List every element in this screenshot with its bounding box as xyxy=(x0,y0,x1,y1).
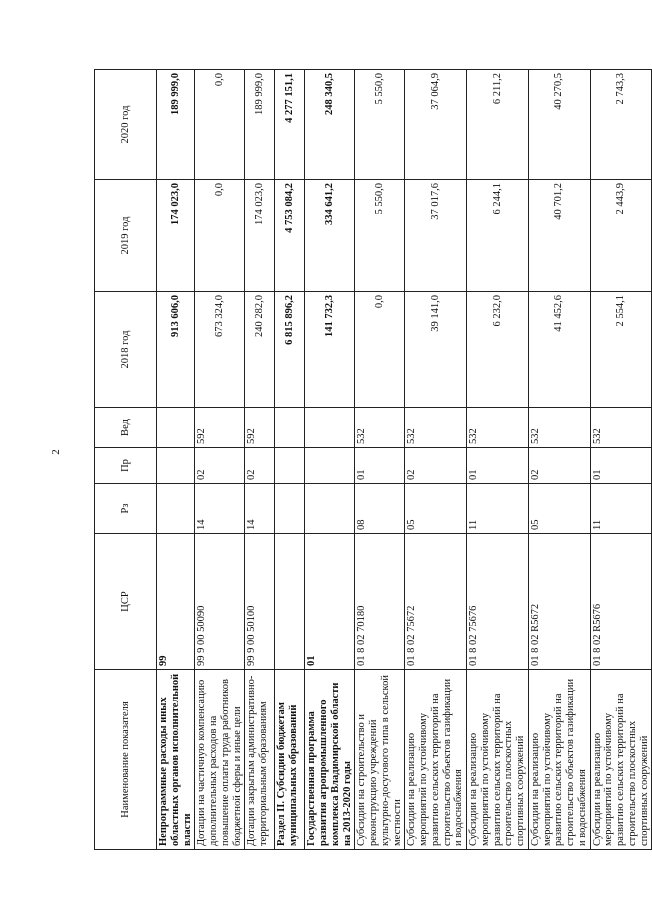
cell-2020: 6 211,2 xyxy=(467,70,529,180)
table-row xyxy=(275,70,305,850)
cell-rz: 05 xyxy=(405,484,467,534)
cell-rz: 05 xyxy=(528,484,590,534)
cell-csr: 99 xyxy=(157,534,195,670)
cell-pr xyxy=(157,448,195,484)
cell-name: Субсидии на реализацию мероприятий по устойчивому развитию сельских территорий на строительство плоскостных спортивных сооружений xyxy=(467,670,529,850)
cell-ved xyxy=(275,408,305,448)
header-2020: 2020 год xyxy=(95,70,157,180)
cell-name: Субсидии на реализацию мероприятий по устойчивому развитию сельских территорий на строительство объектов газификации и водоснабжения xyxy=(528,670,590,850)
header-pr: Пр xyxy=(95,448,157,484)
cell-rz: 14 xyxy=(195,484,245,534)
cell-pr: 01 xyxy=(467,448,529,484)
cell-csr: 01 8 02 70180 xyxy=(355,534,405,670)
cell-pr: 02 xyxy=(245,448,275,484)
cell-name: Дотации на частичную компенсацию дополнительных расходов на повышение оплаты труда работников бюджетной сферы и иные цели xyxy=(195,670,245,850)
cell-2019: 37 017,6 xyxy=(405,180,467,292)
table-row xyxy=(590,70,652,850)
cell-2020: 248 340,5 xyxy=(305,70,355,180)
cell-2018: 673 324,0 xyxy=(195,292,245,408)
cell-2018: 2 554,1 xyxy=(590,292,652,408)
cell-2019: 174 023,0 xyxy=(157,180,195,292)
cell-csr: 01 8 02 75672 xyxy=(405,534,467,670)
cell-pr xyxy=(275,448,305,484)
cell-2020: 189 999,0 xyxy=(245,70,275,180)
cell-name: Непрограммные расходы иных областных органов исполнительной власти xyxy=(157,670,195,850)
cell-ved: 532 xyxy=(355,408,405,448)
cell-ved xyxy=(157,408,195,448)
cell-csr: 01 8 02 R5676 xyxy=(590,534,652,670)
table-row xyxy=(195,70,245,850)
cell-2020: 189 999,0 xyxy=(157,70,195,180)
cell-rz xyxy=(157,484,195,534)
cell-2018: 141 732,3 xyxy=(305,292,355,408)
cell-pr xyxy=(305,448,355,484)
cell-csr: 01 8 02 75676 xyxy=(467,534,529,670)
cell-2018: 0,0 xyxy=(355,292,405,408)
cell-2019: 4 753 084,2 xyxy=(275,180,305,292)
cell-ved: 592 xyxy=(245,408,275,448)
cell-2019: 2 443,9 xyxy=(590,180,652,292)
cell-csr: 99 9 00 50100 xyxy=(245,534,275,670)
cell-2018: 41 452,6 xyxy=(528,292,590,408)
cell-rz xyxy=(275,484,305,534)
cell-2020: 37 064,9 xyxy=(405,70,467,180)
cell-2019: 40 701,2 xyxy=(528,180,590,292)
cell-rz: 11 xyxy=(467,484,529,534)
header-name: Наименование показателя xyxy=(95,670,157,850)
cell-name: Дотации закрытым административно-территориальным образованиям xyxy=(245,670,275,850)
cell-csr: 01 8 02 R5672 xyxy=(528,534,590,670)
table-row xyxy=(157,70,195,850)
cell-rz: 14 xyxy=(245,484,275,534)
cell-2020: 5 550,0 xyxy=(355,70,405,180)
cell-ved: 592 xyxy=(195,408,245,448)
cell-2018: 913 606,0 xyxy=(157,292,195,408)
cell-2018: 39 141,0 xyxy=(405,292,467,408)
cell-name: Субсидии на строительство и реконструкцию учреждений культурно-досугового типа в сельской местности xyxy=(355,670,405,850)
header-rz: Рз xyxy=(95,484,157,534)
cell-2018: 6 815 896,2 xyxy=(275,292,305,408)
cell-name: Субсидии на реализацию мероприятий по устойчивому развитию сельских территорий на строительство объектов газификации и водоснабжения xyxy=(405,670,467,850)
cell-2019: 174 023,0 xyxy=(245,180,275,292)
cell-csr: 99 9 00 50090 xyxy=(195,534,245,670)
cell-ved xyxy=(305,408,355,448)
cell-csr: 01 xyxy=(305,534,355,670)
cell-2020: 40 270,5 xyxy=(528,70,590,180)
cell-name: Субсидии на реализацию мероприятий по устойчивому развитию сельских территорий на строительство плоскостных спортивных сооружений xyxy=(590,670,652,850)
cell-2020: 4 277 151,1 xyxy=(275,70,305,180)
cell-2019: 0,0 xyxy=(195,180,245,292)
rotated-table-container xyxy=(94,70,650,850)
table-row xyxy=(467,70,529,850)
cell-pr: 01 xyxy=(590,448,652,484)
cell-ved: 532 xyxy=(528,408,590,448)
page-number: 2 xyxy=(50,449,62,455)
cell-ved: 532 xyxy=(467,408,529,448)
cell-name: Государственная программа развития агропромышленного комплекса Владимирской области на 2013-2020 годы xyxy=(305,670,355,850)
cell-csr xyxy=(275,534,305,670)
cell-name: Раздел II. Субсидии бюджетам муниципальных образований xyxy=(275,670,305,850)
cell-2019: 334 641,2 xyxy=(305,180,355,292)
table-row xyxy=(405,70,467,850)
header-ved: Вед xyxy=(95,408,157,448)
header-csr: ЦСР xyxy=(95,534,157,670)
header-2019: 2019 год xyxy=(95,180,157,292)
cell-pr: 02 xyxy=(405,448,467,484)
table-header-row xyxy=(95,70,157,850)
cell-pr: 02 xyxy=(528,448,590,484)
cell-2020: 0,0 xyxy=(195,70,245,180)
cell-ved: 532 xyxy=(590,408,652,448)
cell-2018: 240 282,0 xyxy=(245,292,275,408)
cell-pr: 02 xyxy=(195,448,245,484)
cell-rz xyxy=(305,484,355,534)
cell-rz: 08 xyxy=(355,484,405,534)
table-row xyxy=(355,70,405,850)
table-row xyxy=(528,70,590,850)
cell-rz: 11 xyxy=(590,484,652,534)
cell-2019: 5 550,0 xyxy=(355,180,405,292)
cell-2019: 6 244,1 xyxy=(467,180,529,292)
header-2018: 2018 год xyxy=(95,292,157,408)
cell-pr: 01 xyxy=(355,448,405,484)
table-row xyxy=(245,70,275,850)
cell-2020: 2 743,3 xyxy=(590,70,652,180)
cell-ved: 532 xyxy=(405,408,467,448)
table-row xyxy=(305,70,355,850)
budget-table xyxy=(94,69,652,850)
cell-2018: 6 232,0 xyxy=(467,292,529,408)
